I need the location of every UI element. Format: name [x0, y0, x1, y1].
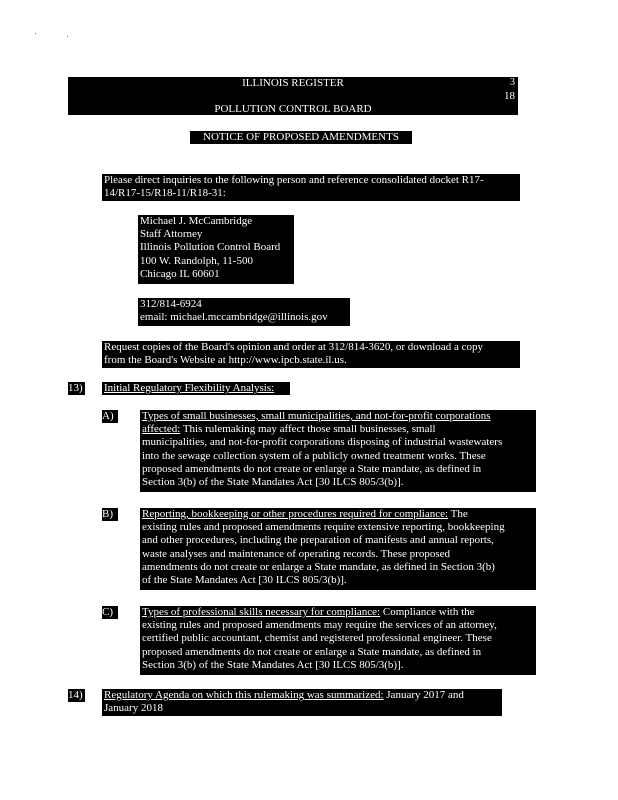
contact-title: Staff Attorney — [140, 228, 203, 241]
item-a-heading: affected: — [142, 423, 181, 436]
item-a-text: municipalities, and not-for-profit corporations disposing of industrial wastewaters — [142, 436, 503, 449]
item-a-text: Section 3(b) of the State Mandates Act [30 ILCS 805/3(b)]. — [142, 476, 404, 489]
item-a-text: proposed amendments do not create or enlarge a State mandate, as defined in — [142, 462, 482, 475]
scan-speck — [35, 33, 36, 34]
item-c-paragraph — [140, 606, 536, 675]
notice-title — [190, 131, 412, 144]
item-c-label — [102, 606, 118, 619]
section-14-text: January 2017 and — [383, 689, 464, 701]
item-b-text: and other procedures, including the preparation of manifests and annual reports, — [142, 534, 494, 547]
item-c-text: Compliance with the — [380, 606, 475, 618]
agency-header-bar — [68, 90, 518, 115]
item-label-text: B) — [102, 508, 113, 520]
section-14-number — [68, 689, 85, 702]
item-b-text: existing rules and proposed amendments require extensive reporting, bookkeeping — [142, 521, 505, 534]
item-c-text: certified public accountant, chemist and registered professional engineer. These — [142, 632, 492, 645]
copies-paragraph — [102, 341, 520, 368]
contact-phone-email-block — [138, 298, 350, 326]
item-b-text: amendments do not create or enlarge a State mandate, as defined in Section 3(b) — [142, 560, 495, 573]
section-14-heading: Regulatory Agenda on which this rulemaking was summarized: — [104, 689, 384, 701]
contact-city: Chicago IL 60601 — [140, 267, 220, 280]
item-label-text: C) — [102, 606, 113, 618]
item-c-text: existing rules and proposed amendments may require the services of an attorney, — [142, 619, 497, 632]
agency-name: POLLUTION CONTROL BOARD — [214, 103, 372, 116]
item-a-heading: Types of small businesses, small municipalities, and not-for-profit corporations — [142, 410, 491, 422]
copies-line: from the Board's Website at http://www.ipcb.state.il.us. — [104, 354, 347, 367]
copies-line: Request copies of the Board's opinion and order at 312/814-3620, or download a copy — [104, 341, 483, 353]
item-a-text: This rulemaking may affect those small businesses, small — [180, 423, 436, 436]
contact-address-block — [138, 215, 294, 284]
item-b-text: waste analyses and maintenance of operating records. These proposed — [142, 547, 450, 560]
section-number-text: 13) — [68, 382, 83, 394]
contact-phone: 312/814-6924 — [140, 298, 202, 310]
section-14-text: January 2018 — [104, 702, 163, 715]
section-13-heading — [102, 382, 290, 395]
scan-speck — [67, 36, 68, 37]
item-b-heading: Reporting, bookkeeping or other procedures required for compliance: — [142, 508, 449, 520]
section-13-number — [68, 382, 85, 395]
contact-org: Illinois Pollution Control Board — [140, 241, 281, 254]
item-label-text: A) — [102, 410, 114, 422]
contact-street: 100 W. Randolph, 11-500 — [140, 254, 253, 267]
inquiries-line: 14/R17-15/R18-11/R18-31: — [104, 187, 226, 200]
page-number: 3 — [510, 77, 515, 88]
item-b-paragraph — [140, 508, 536, 590]
item-a-text: into the sewage collection system of a publicly owned treatment works. These — [142, 449, 486, 462]
item-a-label — [102, 410, 118, 423]
item-b-text: of the State Mandates Act [30 ILCS 805/3(b)]. — [142, 574, 347, 587]
item-b-label — [102, 508, 118, 521]
contact-name: Michael J. McCambridge — [140, 215, 253, 227]
register-header-bar — [68, 77, 518, 90]
notice-title-text: NOTICE OF PROPOSED AMENDMENTS — [203, 131, 399, 143]
register-title: ILLINOIS REGISTER — [242, 77, 344, 89]
inquiries-paragraph — [102, 174, 520, 201]
section-heading-text: Initial Regulatory Flexibility Analysis: — [104, 382, 275, 394]
section-14-paragraph — [102, 689, 502, 716]
item-a-paragraph — [140, 410, 536, 492]
contact-email: email: michael.mccambridge@illinois.gov — [140, 311, 328, 324]
inquiries-line: Please direct inquiries to the following person and reference consolidated docket R17- — [104, 174, 484, 186]
issue-number: 18 — [504, 90, 515, 102]
item-c-text: Section 3(b) of the State Mandates Act [30 ILCS 805/3(b)]. — [142, 658, 404, 671]
item-b-text: The — [448, 508, 468, 520]
item-c-heading: Types of professional skills necessary for compliance: — [142, 606, 381, 618]
item-c-text: proposed amendments do not create or enlarge a State mandate, as defined in — [142, 645, 482, 658]
section-number-text: 14) — [68, 689, 83, 701]
